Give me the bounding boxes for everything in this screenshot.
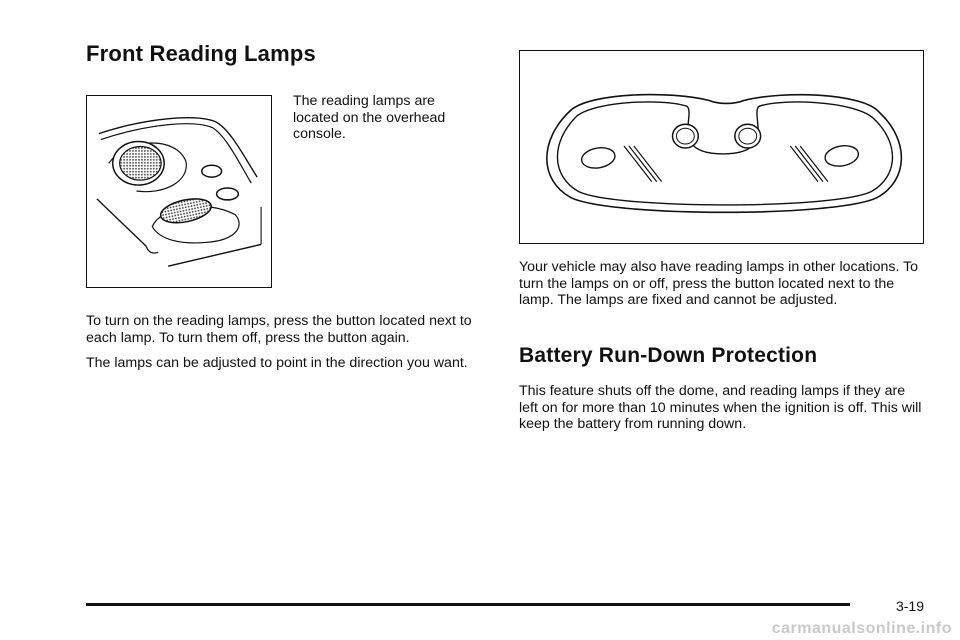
paragraph-other-reading-lamps: Your vehicle may also have reading lamps in other locations. To turn the lamps on or off, press the button located next to the lamp. The lamps are fixed and cannot be adjusted. [519, 259, 919, 308]
section-title-front-reading-lamps: Front Reading Lamps [86, 41, 316, 66]
illustration-console-lamps [87, 96, 271, 287]
paragraph-adjust-lamps: The lamps can be adjusted to point in the direction you want. [86, 355, 468, 371]
footer-divider [86, 603, 850, 606]
paragraph-battery-protection: This feature shuts off the dome, and reading lamps if they are left on for more than 10 minutes when the ignition is off. This will keep the battery from running down. [519, 383, 922, 432]
figure-overhead-console-reading-lamps [86, 95, 272, 288]
illustration-console-top-view [520, 51, 923, 243]
watermark: carmanualsonline.info [771, 620, 952, 637]
section-title-battery-run-down-protection: Battery Run-Down Protection [519, 344, 818, 367]
figure-overhead-console-full [519, 50, 924, 244]
page-number: 3-19 [895, 598, 924, 614]
paragraph-turn-on-lamps: To turn on the reading lamps, press the button located next to each lamp. To turn them off, press the button again. [86, 313, 472, 346]
intro-text: The reading lamps are located on the overhead console. [293, 93, 446, 142]
left-body-text [86, 313, 481, 372]
